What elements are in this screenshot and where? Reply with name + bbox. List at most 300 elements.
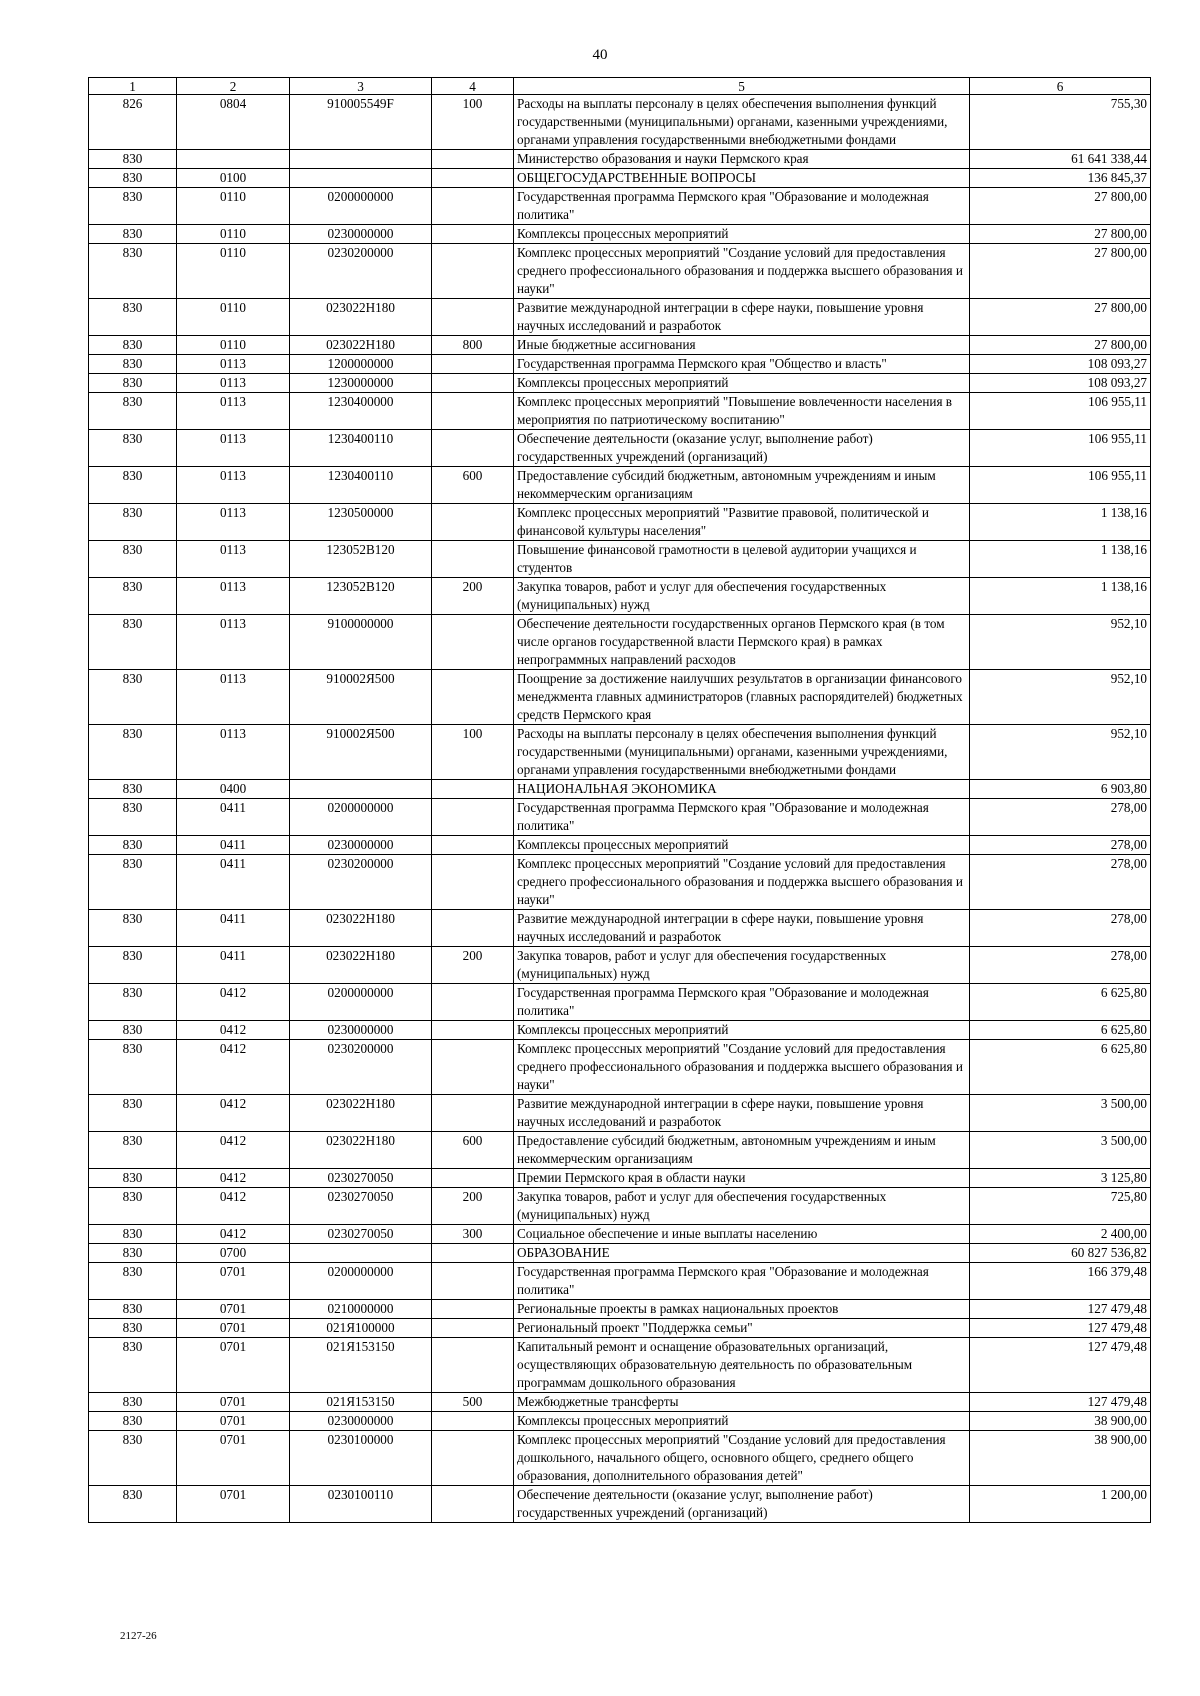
description-cell: Обеспечение деятельности (оказание услуг, выполнение работ) государственных учреждений (организаций) <box>514 430 970 467</box>
description-cell: Закупка товаров, работ и услуг для обеспечения государственных (муниципальных) нужд <box>514 947 970 984</box>
table-row <box>89 374 1151 393</box>
table-row <box>89 393 1151 430</box>
admin-code-cell: 830 <box>89 467 177 504</box>
table-row <box>89 225 1151 244</box>
amount-cell: 1 200,00 <box>970 1486 1151 1523</box>
target-article-cell: 0230100000 <box>290 1431 432 1486</box>
admin-code-cell: 830 <box>89 374 177 393</box>
description-cell: Социальное обеспечение и иные выплаты населению <box>514 1225 970 1244</box>
section-code-cell: 0701 <box>177 1300 290 1319</box>
table-row <box>89 910 1151 947</box>
target-article-cell: 1230400110 <box>290 467 432 504</box>
table-row <box>89 95 1151 150</box>
admin-code-cell: 830 <box>89 910 177 947</box>
section-code-cell: 0110 <box>177 188 290 225</box>
admin-code-cell: 830 <box>89 188 177 225</box>
expense-type-cell <box>432 504 514 541</box>
description-cell: Государственная программа Пермского края "Образование и молодежная политика" <box>514 1263 970 1300</box>
description-cell: Предоставление субсидий бюджетным, автономным учреждениям и иным некоммерческим организациям <box>514 467 970 504</box>
amount-cell: 106 955,11 <box>970 393 1151 430</box>
table-row <box>89 1040 1151 1095</box>
expense-type-cell: 200 <box>432 578 514 615</box>
target-article-cell: 023022Н180 <box>290 910 432 947</box>
amount-cell: 952,10 <box>970 615 1151 670</box>
amount-cell: 108 093,27 <box>970 374 1151 393</box>
admin-code-cell: 830 <box>89 225 177 244</box>
header-row <box>89 78 1151 95</box>
target-article-cell: 023022Н180 <box>290 299 432 336</box>
amount-cell: 27 800,00 <box>970 188 1151 225</box>
admin-code-cell: 830 <box>89 150 177 169</box>
description-cell: Развитие международной интеграции в сфере науки, повышение уровня научных исследований и разработок <box>514 299 970 336</box>
admin-code-cell: 830 <box>89 1244 177 1263</box>
expense-type-cell <box>432 1021 514 1040</box>
table-row <box>89 467 1151 504</box>
admin-code-cell: 830 <box>89 299 177 336</box>
amount-cell: 108 093,27 <box>970 355 1151 374</box>
target-article-cell <box>290 780 432 799</box>
expense-type-cell <box>432 1263 514 1300</box>
expense-type-cell <box>432 836 514 855</box>
amount-cell: 6 625,80 <box>970 984 1151 1021</box>
target-article-cell: 0230000000 <box>290 1412 432 1431</box>
description-cell: Развитие международной интеграции в сфере науки, повышение уровня научных исследований и разработок <box>514 1095 970 1132</box>
table-row <box>89 1431 1151 1486</box>
amount-cell: 725,80 <box>970 1188 1151 1225</box>
target-article-cell: 0230000000 <box>290 836 432 855</box>
admin-code-cell: 830 <box>89 1021 177 1040</box>
description-cell: Комплекс процессных мероприятий "Развитие правовой, политической и финансовой культуры населения" <box>514 504 970 541</box>
section-code-cell: 0113 <box>177 430 290 467</box>
expense-type-cell <box>432 225 514 244</box>
header-cell: 4 <box>432 78 514 95</box>
admin-code-cell: 830 <box>89 169 177 188</box>
description-cell: Комплексы процессных мероприятий <box>514 1021 970 1040</box>
description-cell: ОБРАЗОВАНИЕ <box>514 1244 970 1263</box>
target-article-cell: 123052В120 <box>290 578 432 615</box>
amount-cell: 166 379,48 <box>970 1263 1151 1300</box>
admin-code-cell: 830 <box>89 541 177 578</box>
table-row <box>89 799 1151 836</box>
target-article-cell <box>290 1244 432 1263</box>
amount-cell: 2 400,00 <box>970 1225 1151 1244</box>
expense-type-cell <box>432 799 514 836</box>
admin-code-cell: 830 <box>89 615 177 670</box>
header-cell: 3 <box>290 78 432 95</box>
amount-cell: 61 641 338,44 <box>970 150 1151 169</box>
admin-code-cell: 826 <box>89 95 177 150</box>
description-cell: Государственная программа Пермского края "Образование и молодежная политика" <box>514 984 970 1021</box>
admin-code-cell: 830 <box>89 725 177 780</box>
amount-cell: 278,00 <box>970 910 1151 947</box>
description-cell: Закупка товаров, работ и услуг для обеспечения государственных (муниципальных) нужд <box>514 1188 970 1225</box>
expense-type-cell <box>432 244 514 299</box>
target-article-cell: 023022Н180 <box>290 947 432 984</box>
amount-cell: 952,10 <box>970 670 1151 725</box>
table-row <box>89 670 1151 725</box>
expense-type-cell <box>432 541 514 578</box>
table-row <box>89 855 1151 910</box>
section-code-cell: 0412 <box>177 1188 290 1225</box>
expense-type-cell <box>432 299 514 336</box>
admin-code-cell: 830 <box>89 1169 177 1188</box>
admin-code-cell: 830 <box>89 430 177 467</box>
expense-type-cell: 200 <box>432 1188 514 1225</box>
description-cell: Комплекс процессных мероприятий "Создание условий для предоставления среднего профессионального образования и поддержка высшего образования и науки" <box>514 244 970 299</box>
target-article-cell: 123052В120 <box>290 541 432 578</box>
expense-type-cell <box>432 1338 514 1393</box>
target-article-cell: 0230000000 <box>290 225 432 244</box>
target-article-cell: 0200000000 <box>290 984 432 1021</box>
expense-type-cell: 600 <box>432 467 514 504</box>
target-article-cell: 0230200000 <box>290 1040 432 1095</box>
target-article-cell: 1230400110 <box>290 430 432 467</box>
description-cell: Премии Пермского края в области науки <box>514 1169 970 1188</box>
description-cell: Комплексы процессных мероприятий <box>514 225 970 244</box>
amount-cell: 278,00 <box>970 836 1151 855</box>
section-code-cell: 0113 <box>177 578 290 615</box>
expense-type-cell <box>432 780 514 799</box>
admin-code-cell: 830 <box>89 670 177 725</box>
amount-cell: 27 800,00 <box>970 225 1151 244</box>
table-row <box>89 299 1151 336</box>
expense-type-cell <box>432 1095 514 1132</box>
header-cell: 6 <box>970 78 1151 95</box>
header-cell: 5 <box>514 78 970 95</box>
amount-cell: 27 800,00 <box>970 299 1151 336</box>
expense-type-cell <box>432 150 514 169</box>
section-code-cell: 0113 <box>177 374 290 393</box>
section-code-cell: 0701 <box>177 1431 290 1486</box>
admin-code-cell: 830 <box>89 855 177 910</box>
admin-code-cell: 830 <box>89 244 177 299</box>
section-code-cell: 0113 <box>177 393 290 430</box>
admin-code-cell: 830 <box>89 1263 177 1300</box>
amount-cell: 127 479,48 <box>970 1338 1151 1393</box>
description-cell: Межбюджетные трансферты <box>514 1393 970 1412</box>
amount-cell: 278,00 <box>970 799 1151 836</box>
admin-code-cell: 830 <box>89 1412 177 1431</box>
admin-code-cell: 830 <box>89 1338 177 1393</box>
table-row <box>89 430 1151 467</box>
description-cell: Капитальный ремонт и оснащение образовательных организаций, осуществляющих образовательную деятельность по образовательным программам дошкольного образования <box>514 1338 970 1393</box>
amount-cell: 6 625,80 <box>970 1040 1151 1095</box>
amount-cell: 60 827 536,82 <box>970 1244 1151 1263</box>
target-article-cell: 023022Н180 <box>290 1132 432 1169</box>
target-article-cell: 0230200000 <box>290 855 432 910</box>
description-cell: Повышение финансовой грамотности в целевой аудитории учащихся и студентов <box>514 541 970 578</box>
admin-code-cell: 830 <box>89 1188 177 1225</box>
table-row <box>89 1338 1151 1393</box>
section-code-cell: 0701 <box>177 1412 290 1431</box>
page-number: 40 <box>592 47 608 63</box>
description-cell: Министерство образования и науки Пермского края <box>514 150 970 169</box>
target-article-cell: 910002Я500 <box>290 725 432 780</box>
section-code-cell: 0412 <box>177 1040 290 1095</box>
description-cell: Комплексы процессных мероприятий <box>514 836 970 855</box>
amount-cell: 106 955,11 <box>970 430 1151 467</box>
amount-cell: 6 625,80 <box>970 1021 1151 1040</box>
section-code-cell: 0110 <box>177 299 290 336</box>
target-article-cell: 0230200000 <box>290 244 432 299</box>
target-article-cell: 9100000000 <box>290 615 432 670</box>
amount-cell: 127 479,48 <box>970 1300 1151 1319</box>
admin-code-cell: 830 <box>89 1225 177 1244</box>
description-cell: Расходы на выплаты персоналу в целях обеспечения выполнения функций государственными (муниципальными) органами, казенными учреждениями, органами управления государственными внебюджетными фондами <box>514 725 970 780</box>
description-cell: Развитие международной интеграции в сфере науки, повышение уровня научных исследований и разработок <box>514 910 970 947</box>
target-article-cell: 023022Н180 <box>290 1095 432 1132</box>
table-row <box>89 1244 1151 1263</box>
table-row <box>89 947 1151 984</box>
expense-type-cell <box>432 1244 514 1263</box>
expense-type-cell: 100 <box>432 95 514 150</box>
amount-cell: 1 138,16 <box>970 578 1151 615</box>
section-code-cell: 0701 <box>177 1393 290 1412</box>
expense-type-cell <box>432 984 514 1021</box>
expense-type-cell <box>432 430 514 467</box>
expense-type-cell <box>432 855 514 910</box>
admin-code-cell: 830 <box>89 1300 177 1319</box>
expense-type-cell <box>432 188 514 225</box>
amount-cell: 38 900,00 <box>970 1412 1151 1431</box>
description-cell: Государственная программа Пермского края "Образование и молодежная политика" <box>514 799 970 836</box>
description-cell: Закупка товаров, работ и услуг для обеспечения государственных (муниципальных) нужд <box>514 578 970 615</box>
section-code-cell: 0412 <box>177 984 290 1021</box>
section-code-cell: 0412 <box>177 1225 290 1244</box>
amount-cell: 6 903,80 <box>970 780 1151 799</box>
expense-type-cell: 200 <box>432 947 514 984</box>
table-row <box>89 1412 1151 1431</box>
description-cell: Комплексы процессных мероприятий <box>514 1412 970 1431</box>
expense-type-cell <box>432 910 514 947</box>
description-cell: Комплекс процессных мероприятий "Создание условий для предоставления среднего профессионального образования и поддержка высшего образования и науки" <box>514 855 970 910</box>
admin-code-cell: 830 <box>89 1431 177 1486</box>
target-article-cell: 1230400000 <box>290 393 432 430</box>
amount-cell: 106 955,11 <box>970 467 1151 504</box>
target-article-cell: 0230000000 <box>290 1021 432 1040</box>
expense-type-cell <box>432 1169 514 1188</box>
section-code-cell: 0411 <box>177 855 290 910</box>
section-code-cell <box>177 150 290 169</box>
target-article-cell: 0230270050 <box>290 1225 432 1244</box>
expense-type-cell: 600 <box>432 1132 514 1169</box>
table-row <box>89 1263 1151 1300</box>
expense-type-cell: 500 <box>432 1393 514 1412</box>
expense-type-cell <box>432 393 514 430</box>
target-article-cell: 0230100110 <box>290 1486 432 1523</box>
description-cell: Комплекс процессных мероприятий "Создание условий для предоставления среднего профессионального образования и поддержка высшего образования и науки" <box>514 1040 970 1095</box>
expense-type-cell <box>432 670 514 725</box>
target-article-cell: 021Я153150 <box>290 1393 432 1412</box>
section-code-cell: 0411 <box>177 836 290 855</box>
section-code-cell: 0700 <box>177 1244 290 1263</box>
expense-type-cell <box>432 1300 514 1319</box>
admin-code-cell: 830 <box>89 1486 177 1523</box>
admin-code-cell: 830 <box>89 355 177 374</box>
section-code-cell: 0113 <box>177 725 290 780</box>
description-cell: Региональные проекты в рамках национальных проектов <box>514 1300 970 1319</box>
target-article-cell <box>290 169 432 188</box>
description-cell: Поощрение за достижение наилучших результатов в организации финансового менеджмента главных администраторов (главных распорядителей) бюджетных средств Пермского края <box>514 670 970 725</box>
admin-code-cell: 830 <box>89 836 177 855</box>
header-cell: 1 <box>89 78 177 95</box>
description-cell: Комплексы процессных мероприятий <box>514 374 970 393</box>
table-row <box>89 504 1151 541</box>
section-code-cell: 0412 <box>177 1095 290 1132</box>
section-code-cell: 0701 <box>177 1319 290 1338</box>
table-row <box>89 244 1151 299</box>
table-row <box>89 1095 1151 1132</box>
table-row <box>89 1393 1151 1412</box>
target-article-cell: 1230500000 <box>290 504 432 541</box>
admin-code-cell: 830 <box>89 1040 177 1095</box>
description-cell: Иные бюджетные ассигнования <box>514 336 970 355</box>
section-code-cell: 0113 <box>177 467 290 504</box>
description-cell: Региональный проект "Поддержка семьи" <box>514 1319 970 1338</box>
expense-type-cell <box>432 1431 514 1486</box>
budget-table <box>88 77 1151 1523</box>
table-row <box>89 541 1151 578</box>
section-code-cell: 0701 <box>177 1263 290 1300</box>
description-cell: Комплекс процессных мероприятий "Создание условий для предоставления дошкольного, начального общего, основного общего, среднего общего образования, дополнительного образования детей" <box>514 1431 970 1486</box>
expense-type-cell <box>432 169 514 188</box>
description-cell: Государственная программа Пермского края "Образование и молодежная политика" <box>514 188 970 225</box>
amount-cell: 1 138,16 <box>970 504 1151 541</box>
amount-cell: 127 479,48 <box>970 1319 1151 1338</box>
description-cell: ОБЩЕГОСУДАРСТВЕННЫЕ ВОПРОСЫ <box>514 169 970 188</box>
expense-type-cell <box>432 1486 514 1523</box>
expense-type-cell <box>432 1040 514 1095</box>
section-code-cell: 0400 <box>177 780 290 799</box>
description-cell: Расходы на выплаты персоналу в целях обеспечения выполнения функций государственными (муниципальными) органами, казенными учреждениями, органами управления государственными внебюджетными фондами <box>514 95 970 150</box>
section-code-cell: 0411 <box>177 947 290 984</box>
expense-type-cell <box>432 1319 514 1338</box>
table-row <box>89 355 1151 374</box>
table-row <box>89 615 1151 670</box>
amount-cell: 278,00 <box>970 947 1151 984</box>
admin-code-cell: 830 <box>89 1132 177 1169</box>
table-row <box>89 1486 1151 1523</box>
section-code-cell: 0701 <box>177 1486 290 1523</box>
section-code-cell: 0411 <box>177 910 290 947</box>
table-row <box>89 169 1151 188</box>
target-article-cell: 910005549F <box>290 95 432 150</box>
admin-code-cell: 830 <box>89 504 177 541</box>
section-code-cell: 0100 <box>177 169 290 188</box>
table-row <box>89 188 1151 225</box>
target-article-cell <box>290 150 432 169</box>
target-article-cell: 0230270050 <box>290 1188 432 1225</box>
target-article-cell: 0230270050 <box>290 1169 432 1188</box>
section-code-cell: 0110 <box>177 336 290 355</box>
expense-type-cell <box>432 355 514 374</box>
table-row <box>89 150 1151 169</box>
header-cell: 2 <box>177 78 290 95</box>
section-code-cell: 0412 <box>177 1132 290 1169</box>
amount-cell: 127 479,48 <box>970 1393 1151 1412</box>
target-article-cell: 0210000000 <box>290 1300 432 1319</box>
target-article-cell: 0200000000 <box>290 188 432 225</box>
section-code-cell: 0804 <box>177 95 290 150</box>
table-row <box>89 1169 1151 1188</box>
admin-code-cell: 830 <box>89 799 177 836</box>
target-article-cell: 0200000000 <box>290 799 432 836</box>
table-row <box>89 1188 1151 1225</box>
expense-type-cell: 800 <box>432 336 514 355</box>
table-row <box>89 780 1151 799</box>
admin-code-cell: 830 <box>89 393 177 430</box>
amount-cell: 1 138,16 <box>970 541 1151 578</box>
expense-type-cell <box>432 374 514 393</box>
table-row <box>89 725 1151 780</box>
description-cell: Государственная программа Пермского края "Общество и власть" <box>514 355 970 374</box>
target-article-cell: 021Я100000 <box>290 1319 432 1338</box>
amount-cell: 136 845,37 <box>970 169 1151 188</box>
amount-cell: 38 900,00 <box>970 1431 1151 1486</box>
amount-cell: 27 800,00 <box>970 244 1151 299</box>
description-cell: Обеспечение деятельности (оказание услуг, выполнение работ) государственных учреждений (организаций) <box>514 1486 970 1523</box>
section-code-cell: 0113 <box>177 504 290 541</box>
expense-type-cell <box>432 1412 514 1431</box>
target-article-cell: 0200000000 <box>290 1263 432 1300</box>
section-code-cell: 0113 <box>177 670 290 725</box>
description-cell: Предоставление субсидий бюджетным, автономным учреждениям и иным некоммерческим организациям <box>514 1132 970 1169</box>
amount-cell: 952,10 <box>970 725 1151 780</box>
section-code-cell: 0412 <box>177 1169 290 1188</box>
admin-code-cell: 830 <box>89 1319 177 1338</box>
footer-code: 2127-26 <box>120 1630 157 1642</box>
section-code-cell: 0412 <box>177 1021 290 1040</box>
table-row <box>89 984 1151 1021</box>
admin-code-cell: 830 <box>89 336 177 355</box>
section-code-cell: 0113 <box>177 615 290 670</box>
target-article-cell: 910002Я500 <box>290 670 432 725</box>
amount-cell: 3 500,00 <box>970 1095 1151 1132</box>
amount-cell: 27 800,00 <box>970 336 1151 355</box>
expense-type-cell: 300 <box>432 1225 514 1244</box>
section-code-cell: 0113 <box>177 541 290 578</box>
description-cell: Обеспечение деятельности государственных органов Пермского края (в том числе органов государственной власти Пермского края) в рамках непрограммных направлений расходов <box>514 615 970 670</box>
target-article-cell: 021Я153150 <box>290 1338 432 1393</box>
table-row <box>89 578 1151 615</box>
table-row <box>89 1021 1151 1040</box>
section-code-cell: 0110 <box>177 244 290 299</box>
amount-cell: 278,00 <box>970 855 1151 910</box>
amount-cell: 755,30 <box>970 95 1151 150</box>
section-code-cell: 0113 <box>177 355 290 374</box>
section-code-cell: 0110 <box>177 225 290 244</box>
table-row <box>89 1319 1151 1338</box>
section-code-cell: 0701 <box>177 1338 290 1393</box>
admin-code-cell: 830 <box>89 947 177 984</box>
target-article-cell: 1230000000 <box>290 374 432 393</box>
table-row <box>89 1225 1151 1244</box>
admin-code-cell: 830 <box>89 1095 177 1132</box>
expense-type-cell <box>432 615 514 670</box>
amount-cell: 3 125,80 <box>970 1169 1151 1188</box>
table-row <box>89 1300 1151 1319</box>
amount-cell: 3 500,00 <box>970 1132 1151 1169</box>
table-row <box>89 1132 1151 1169</box>
section-code-cell: 0411 <box>177 799 290 836</box>
admin-code-cell: 830 <box>89 1393 177 1412</box>
admin-code-cell: 830 <box>89 578 177 615</box>
target-article-cell: 1200000000 <box>290 355 432 374</box>
admin-code-cell: 830 <box>89 984 177 1021</box>
expense-type-cell: 100 <box>432 725 514 780</box>
admin-code-cell: 830 <box>89 780 177 799</box>
description-cell: Комплекс процессных мероприятий "Повышение вовлеченности населения в мероприятия по патриотическому воспитанию" <box>514 393 970 430</box>
